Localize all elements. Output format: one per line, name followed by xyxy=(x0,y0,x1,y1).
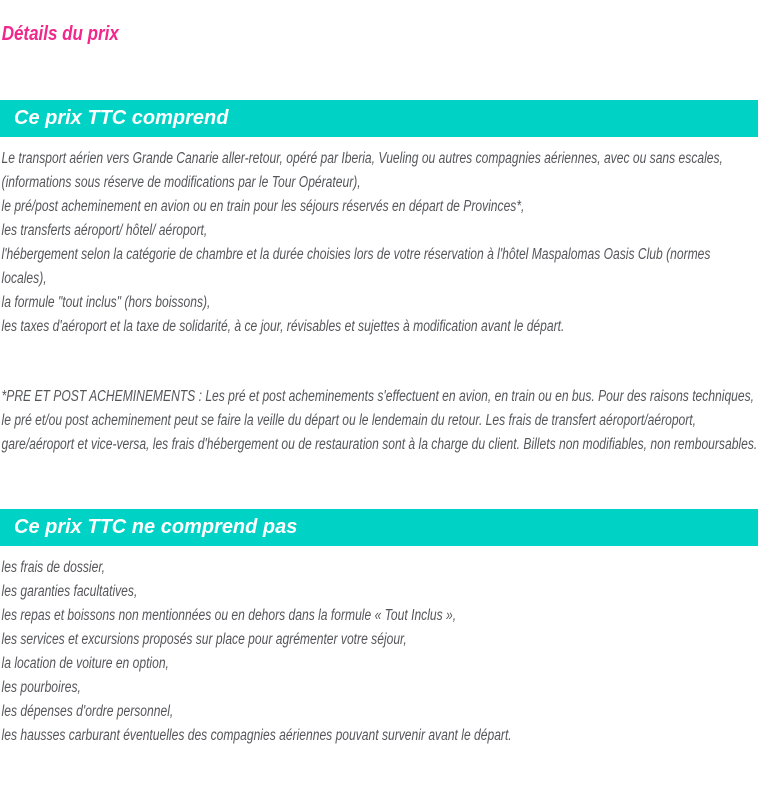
list-item: les taxes d'aéroport et la taxe de solidarité, à ce jour, révisables et sujettes à modification avant le départ. xyxy=(1,318,565,335)
list-item: le pré/post acheminement en avion ou en train pour les séjours réservés en départ de Provinces*, xyxy=(1,198,525,215)
section-header-excluded xyxy=(0,509,758,546)
list-item: les services et excursions proposés sur place pour agrémenter votre séjour, xyxy=(1,631,407,648)
included-items-list xyxy=(0,147,758,339)
list-item: les pourboires, xyxy=(1,679,81,696)
list-item: les frais de dossier, xyxy=(1,559,106,576)
list-item: les repas et boissons non mentionnées ou en dehors dans la formule « Tout Inclus », xyxy=(1,607,457,624)
list-item: les garanties facultatives, xyxy=(1,583,138,600)
list-item: l'hébergement selon la catégorie de chambre et la durée choisies lors de votre réservation à l'hôtel Maspalomas Oasis Club (normes locales), xyxy=(1,246,711,287)
list-item: les hausses carburant éventuelles des compagnies aériennes pouvant survenir avant le départ. xyxy=(1,727,512,744)
page-title: Détails du prix xyxy=(1,23,119,45)
list-item: la location de voiture en option, xyxy=(1,655,169,672)
excluded-items-list xyxy=(0,556,758,748)
section-header-included xyxy=(0,100,758,137)
list-item: Le transport aérien vers Grande Canarie aller-retour, opéré par Iberia, Vueling ou autres compagnies aériennes, avec ou sans escales, (informations sous réserve de modifications par le Tour Opérateur), xyxy=(1,150,723,191)
list-item: les dépenses d'ordre personnel, xyxy=(1,703,174,720)
section-header-included-label: Ce prix TTC comprend xyxy=(14,107,229,129)
footnote-text: *PRE ET POST ACHEMINEMENTS : Les pré et post acheminements s'effectuent en avion, en train ou en bus. Pour des raisons techniques, le pré et/ou post acheminement peut se faire la veille du départ ou le lendemain du retour. Les frais de transfert aéroport/aéroport, gare/aéroport et vice-versa, les frais d'hébergement ou de restauration sont à la charge du client. Billets non modifiables, non remboursables. xyxy=(1,388,758,453)
list-item: la formule "tout inclus" (hors boissons), xyxy=(1,294,211,311)
section-header-excluded-label: Ce prix TTC ne comprend pas xyxy=(14,516,298,538)
list-item: les transferts aéroport/ hôtel/ aéroport, xyxy=(1,222,208,239)
